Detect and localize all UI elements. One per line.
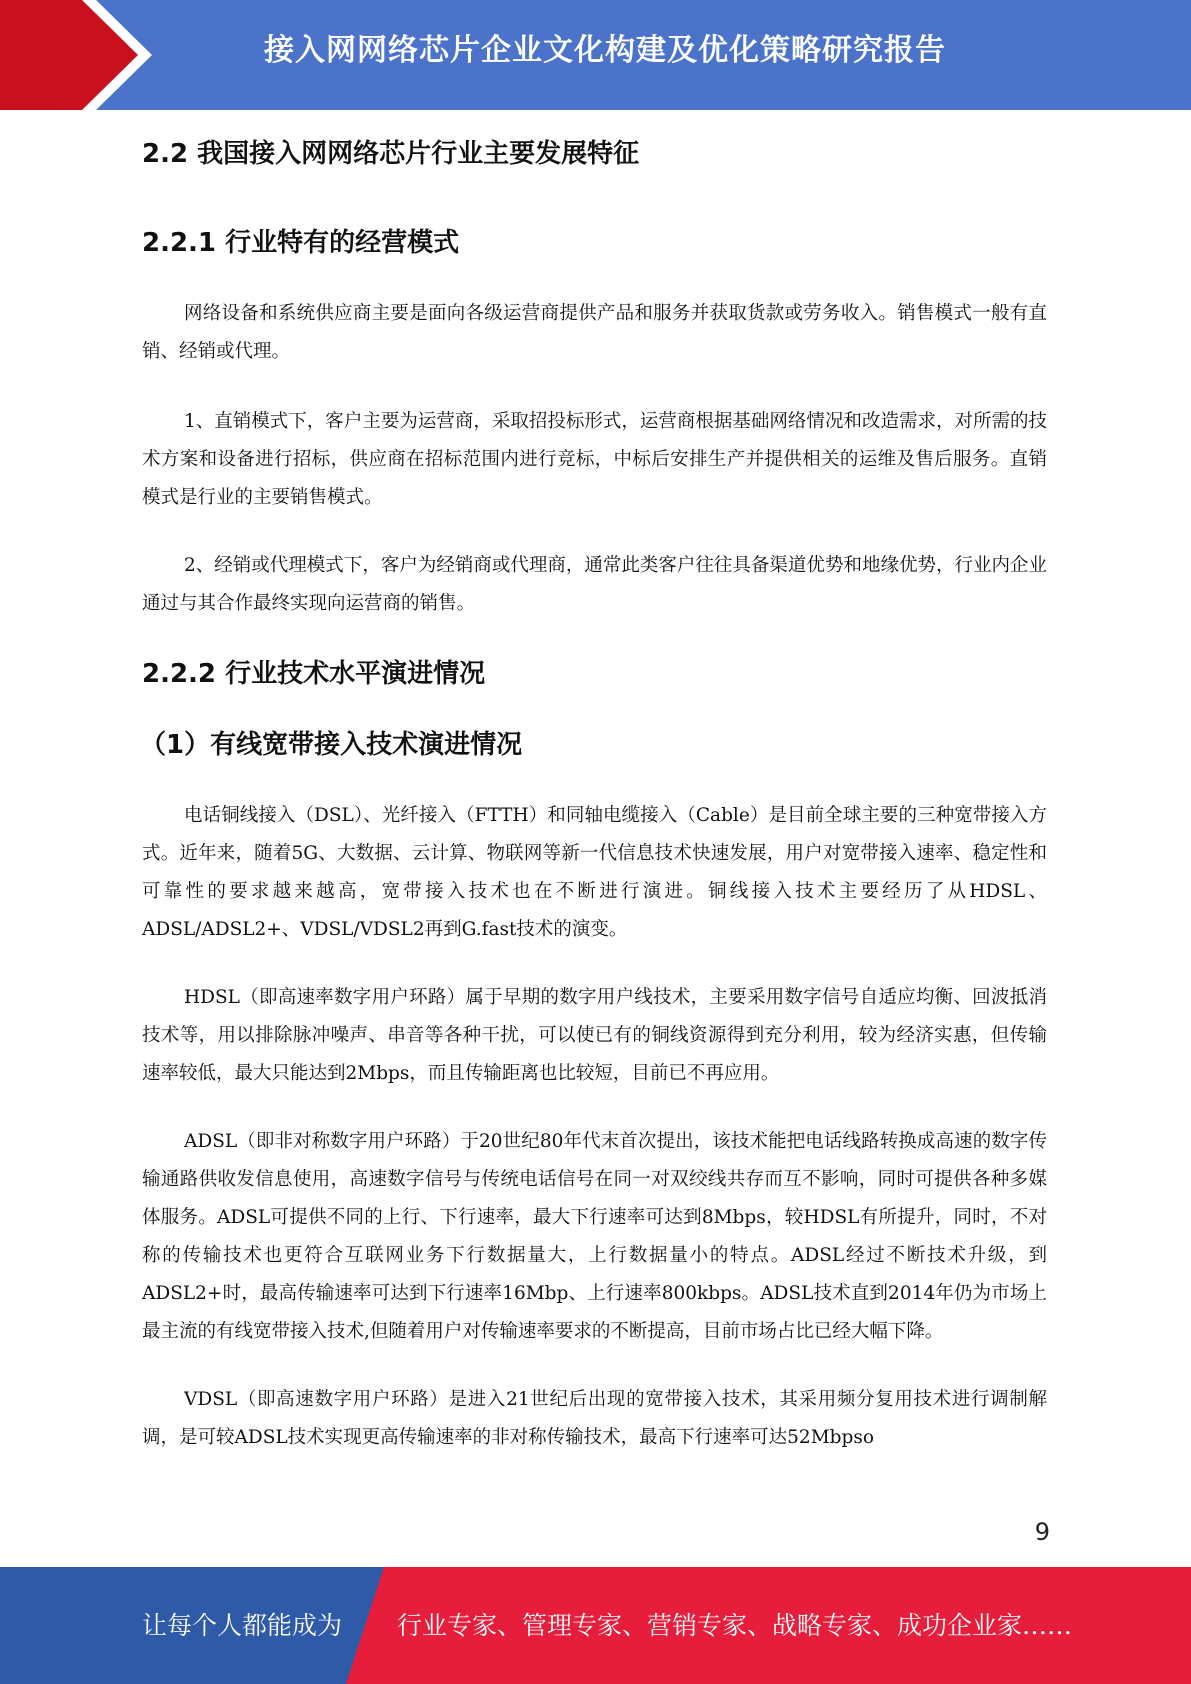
page-header-banner	[0, 0, 1191, 110]
footer-slogan-right: 行业专家、管理专家、营销专家、战略专家、成功企业家……	[397, 1611, 1073, 1640]
footer-slogan-left: 让每个人都能成为	[142, 1611, 343, 1640]
page-number: 9	[1034, 1518, 1050, 1546]
heading-wired-broadband: （1）有线宽带接入技术演进情况	[140, 730, 523, 760]
paragraph-direct-sales: 1、直销模式下，客户主要为运营商，采取招投标形式，运营商根据基础网络情况和改造需求，对所需的技术方案和设备进行招标，供应商在招标范围内进行竞标，中标后安排生产并提供相关的运维及售后服务。直销模式是行业的主要销售模式。	[142, 411, 1047, 508]
paragraph-vdsl: VDSL（即高速数字用户环路）是进入21世纪后出现的宽带接入技术，其采用频分复用技术进行调制解调，是可较ADSL技术实现更高传输速率的非对称传输技术，最高下行速率可达52Mbpso	[142, 1389, 1047, 1448]
heading-2-2: 2.2 我国接入网网络芯片行业主要发展特征	[142, 139, 640, 169]
paragraph-adsl: ADSL（即非对称数字用户环路）于20世纪80年代末首次提出，该技术能把电话线路转换成高速的数字传输通路供收发信息使用，高速数字信号与传统电话信号在同一对双绞线共存而互不影响，同时可提供各种多媒体服务。ADSL可提供不同的上行、下行速率，最大下行速率可达到8Mbps，较HDSL有所提升，同时，不对称的传输技术也更符合互联网业务下行数据量大，上行数据量小的特点。ADSL经过不断技术升级，到ADSL2+时，最高传输速率可达到下行速率16Mbp、上行速率800kbps。ADSL技术直到2014年仍为市场上最主流的有线宽带接入技术,但随着用户对传输速率要求的不断提高，目前市场占比已经大幅下降。	[142, 1131, 1047, 1342]
paragraph-hdsl: HDSL（即高速率数字用户环路）属于早期的数字用户线技术，主要采用数字信号自适应均衡、回波抵消技术等，用以排除脉冲噪声、串音等各种干扰，可以使已有的铜线资源得到充分利用，较为经济实惠，但传输速率较低，最大只能达到2Mbps，而且传输距离也比较短，目前已不再应用。	[142, 987, 1047, 1084]
paragraph-access-methods: 电话铜线接入（DSL）、光纤接入（FTTH）和同轴电缆接入（Cable）是目前全球主要的三种宽带接入方式。近年来，随着5G、大数据、云计算、物联网等新一代信息技术快速发展，用户对宽带接入速率、稳定性和可靠性的要求越来越高，宽带接入技术也在不断进行演进。铜线接入技术主要经历了从HDSL、ADSL/ADSL2+、VDSL/VDSL2再到G.fast技术的演变。	[142, 805, 1047, 940]
heading-2-2-2: 2.2.2 行业技术水平演进情况	[142, 659, 486, 689]
paragraph-business-model: 网络设备和系统供应商主要是面向各级运营商提供产品和服务并获取货款或劳务收入。销售模式一般有直销、经销或代理。	[142, 303, 1047, 362]
heading-2-2-1: 2.2.1 行业特有的经营模式	[142, 228, 460, 258]
page-footer-banner	[0, 1567, 1191, 1684]
paragraph-distribution: 2、经销或代理模式下，客户为经销商或代理商，通常此类客户往往具备渠道优势和地缘优势，行业内企业通过与其合作最终实现向运营商的销售。	[142, 555, 1047, 614]
report-title: 接入网网络芯片企业文化构建及优化策略研究报告	[264, 33, 946, 68]
